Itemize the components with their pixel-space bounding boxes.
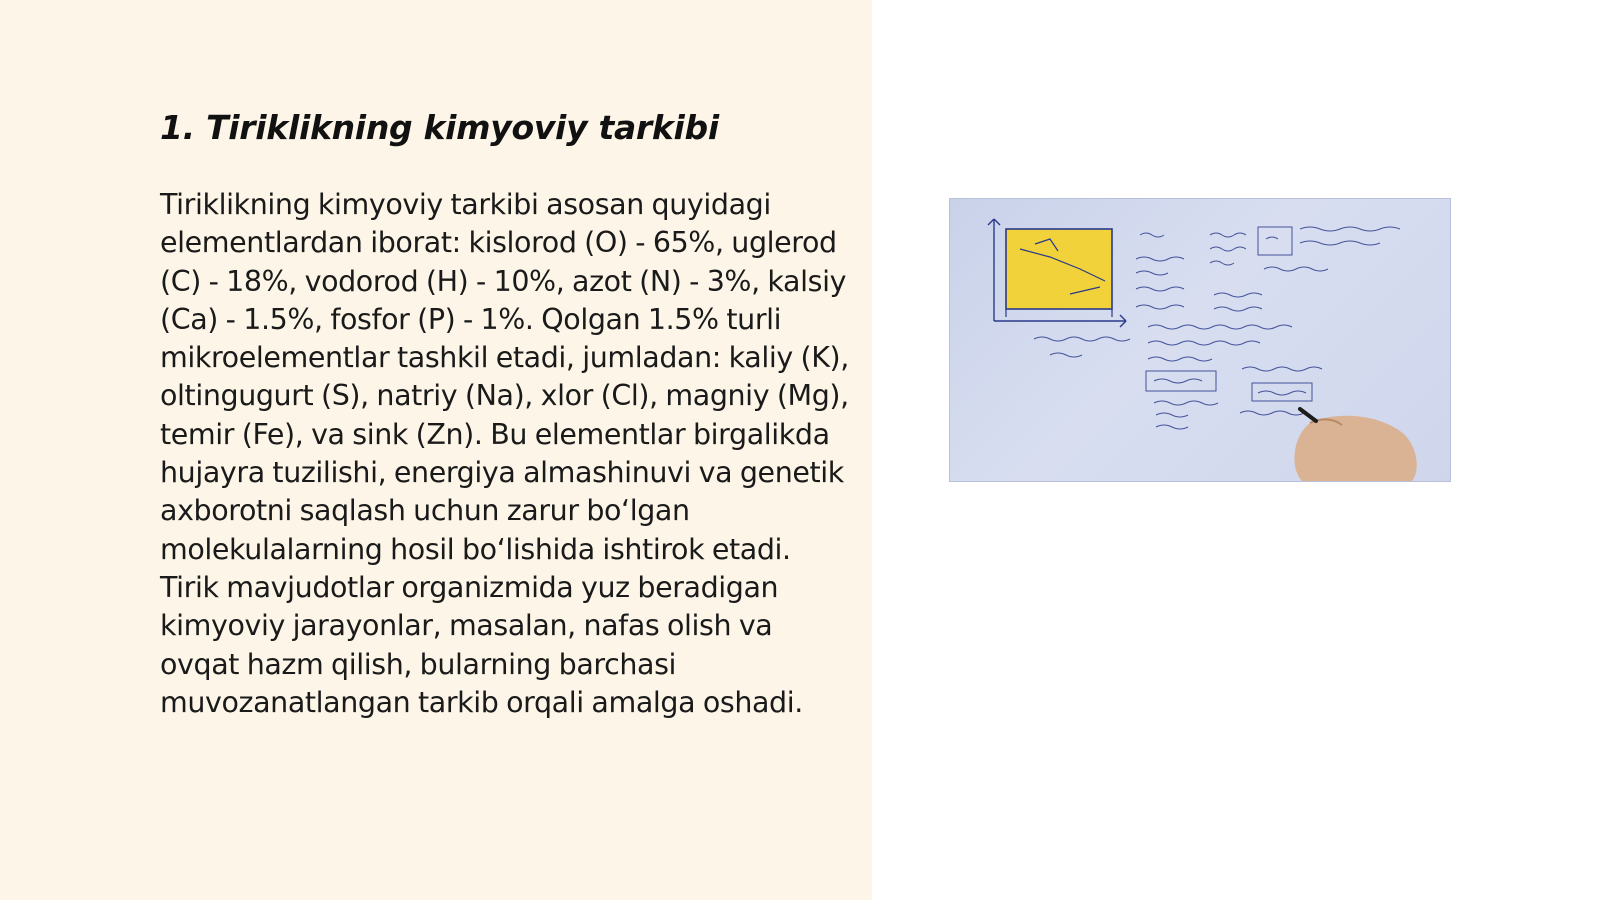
slide-body-text: Tiriklikning kimyoviy tarkibi asosan quyidagi elementlardan iborat: kislorod (O) - 65%, uglerod (C) - 18%, vodorod (H) - 10%, azot (N) - 3%, kalsiy (Ca) - 1.5%, fosfor (P) - 1%. Qolgan 1.5% turli mikroelementlar tashkil etadi, jumladan: kaliy (K), oltingugurt (S), natriy (Na), xlor (Cl), magniy (Mg), temir (Fe), va sink (Zn). Bu elementlar birgalikda hujayra tuzilishi, energiya almashinuvi va genetik axborotni saqlash uchun zarur bo‘lgan molekulalarning hosil bo‘lishida ishtirok etadi. Tirik mavjudotlar organizmida yuz beradigan kimyoviy jarayonlar, masalan, nafas olish va ovqat hazm qilish, bularning barchasi muvozanatlangan tarkib orqali amalga oshadi. bbox=[160, 188, 849, 719]
whiteboard-video-thumbnail[interactable] bbox=[950, 199, 1450, 481]
whiteboard-drawing-icon bbox=[950, 199, 1450, 481]
slide-title: 1. Tiriklikning kimyoviy tarkibi bbox=[160, 108, 719, 147]
hand-drawing-icon bbox=[1294, 409, 1416, 481]
